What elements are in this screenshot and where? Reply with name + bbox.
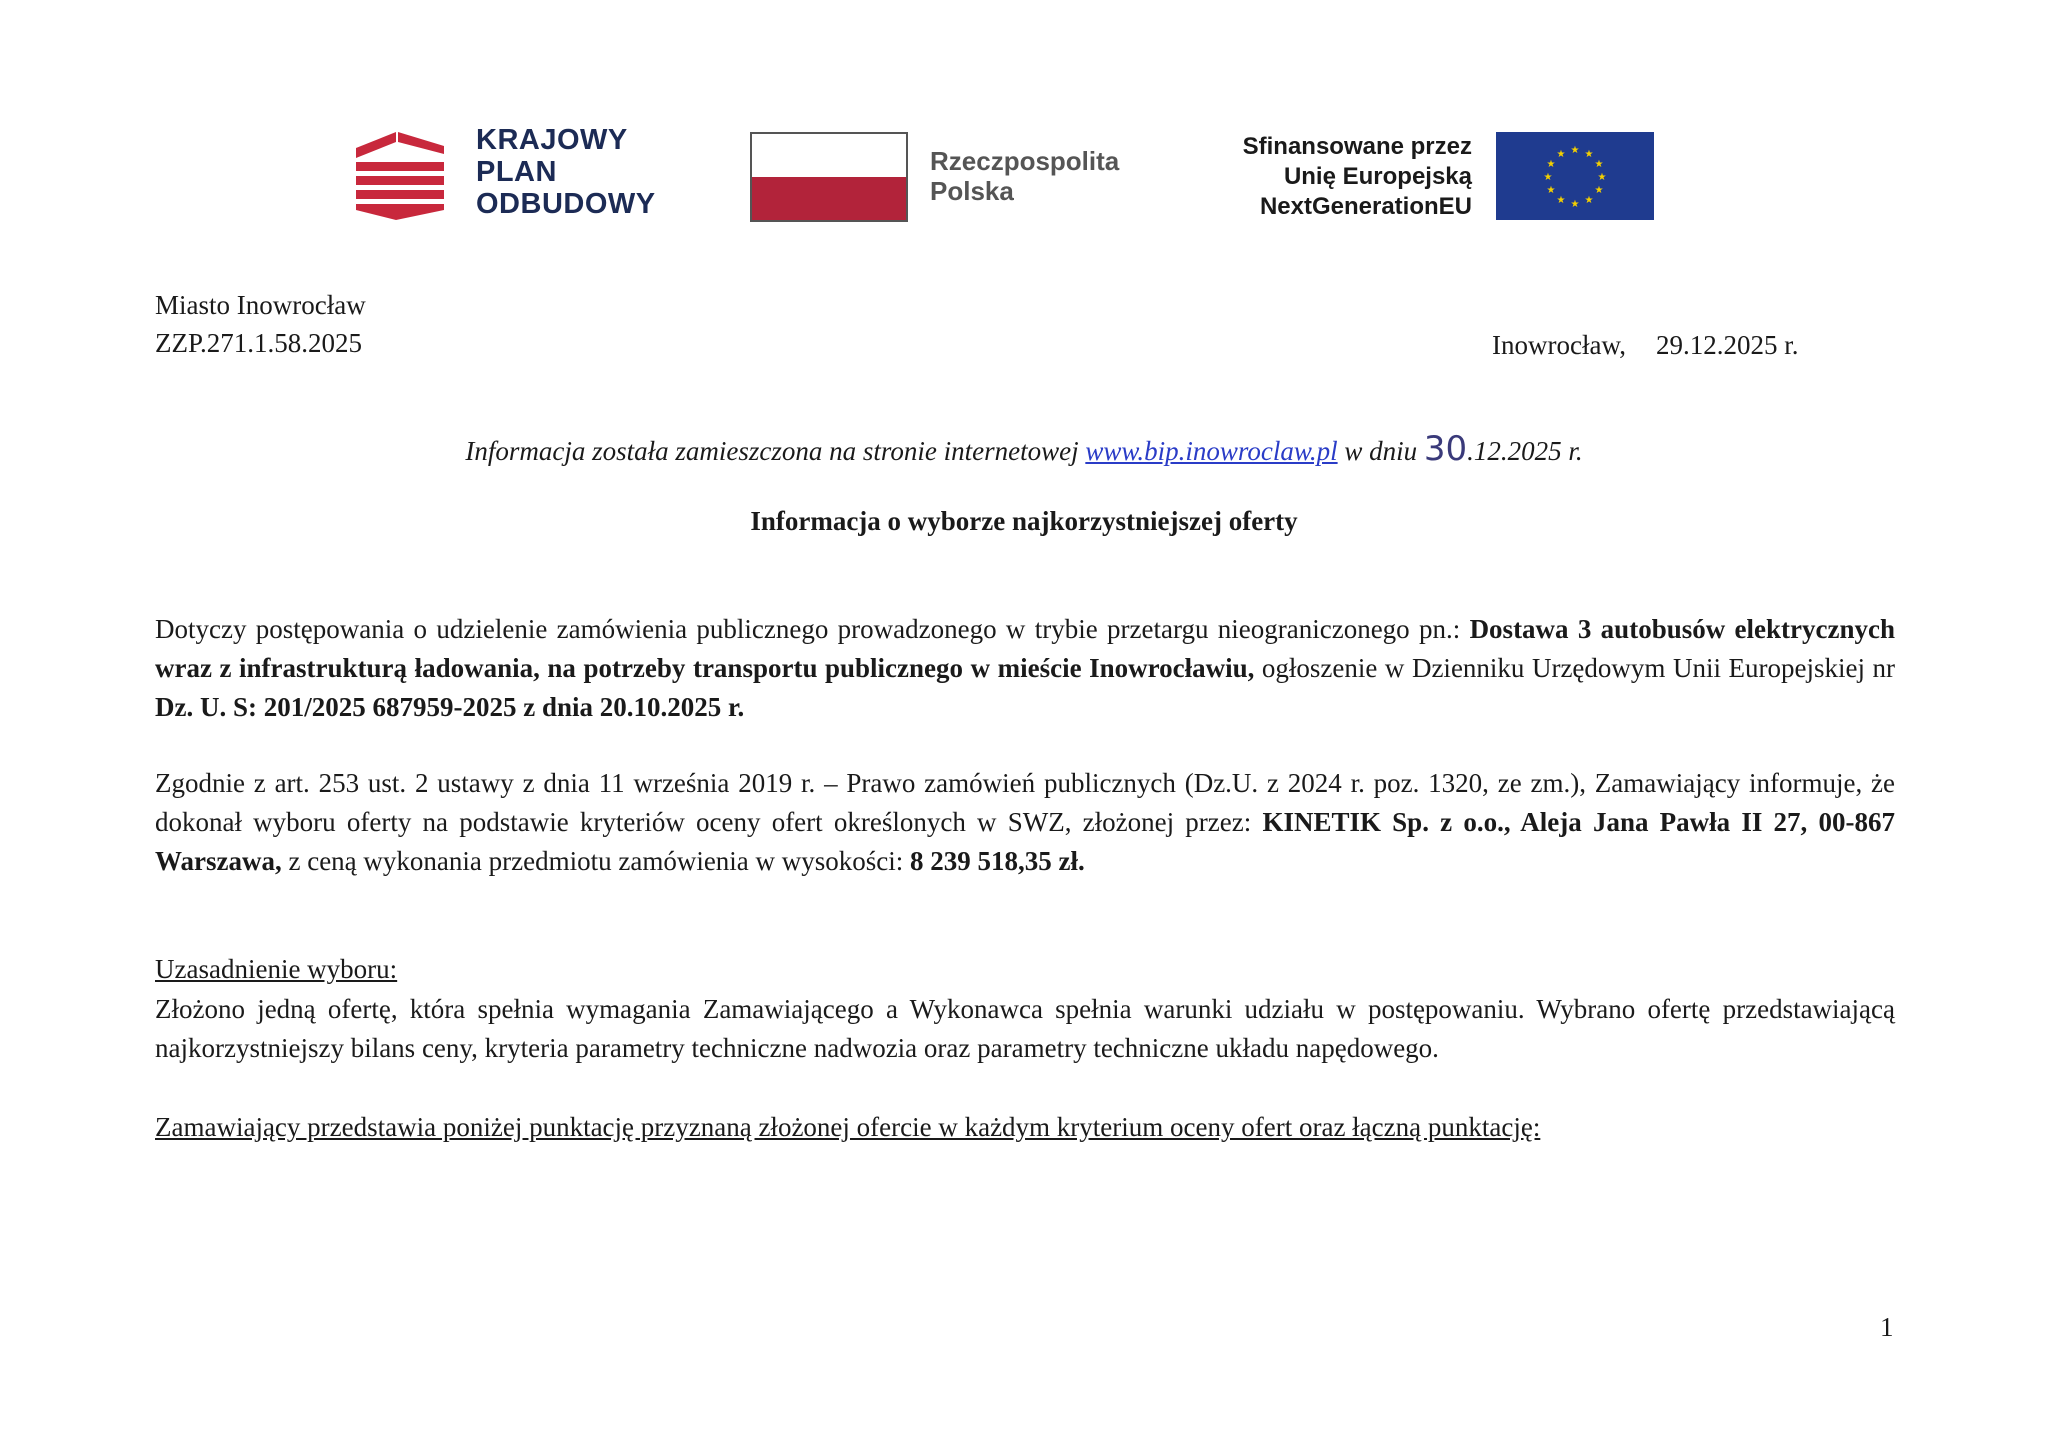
- publication-info: [0, 430, 2048, 471]
- date: 29.12.2025 r.: [1656, 330, 1799, 360]
- publication-mid: w dniu: [1344, 436, 1418, 466]
- p1-text1: Dotyczy postępowania o udzielenie zamówienia publicznego prowadzonego w trybie przetargu nieograniczonego pn.:: [155, 614, 1470, 644]
- justification-text: Złożono jedną ofertę, która spełnia wymagania Zamawiającego a Wykonawca spełnia warunki udziału w postępowaniu. Wybrano ofertę przedstawiającą najkorzystniejszy bilans ceny, kryteria parametry techniczne nadwozia oraz parametry techniczne układu napędowego.: [155, 994, 1895, 1063]
- svg-text:★: ★: [1594, 185, 1604, 196]
- handwritten-day: 30: [1423, 429, 1468, 469]
- svg-text:★: ★: [1570, 199, 1580, 210]
- reference-number: ZZP.271.1.58.2025: [155, 328, 363, 358]
- kpo-line3: ODBUDOWY: [476, 188, 656, 220]
- svg-text:★: ★: [1546, 159, 1556, 170]
- place: Inowrocław,: [1492, 330, 1626, 360]
- rp-line2: Polska: [930, 176, 1014, 206]
- p2-text1: Zgodnie z art. 253 ust. 2 ustawy z dnia 11 września 2019 r. – Prawo zamówień publicznych (Dz.U. z 2024 r. poz. 1320, ze zm.), Zamawiający informuje, że dokonał wyboru oferty na podstawie kryteriów oceny ofert określonych w SWZ, złożonej przez:: [155, 768, 1895, 837]
- eu-line1: Sfinansowane przez: [1242, 133, 1472, 160]
- document-title: Informacja o wyborze najkorzystniejszej oferty: [750, 506, 1298, 536]
- svg-text:★: ★: [1556, 195, 1566, 206]
- svg-text:★: ★: [1584, 195, 1594, 206]
- p2-bold1: KINETIK Sp. z o.o., Aleja Jana Pawła II 27, 00-867 Warszawa,: [155, 807, 1895, 876]
- p2-bold2: 8 239 518,35 zł.: [910, 846, 1085, 876]
- p2-text2: z ceną wykonania przedmiotu zamówienia w wysokości:: [281, 846, 911, 876]
- svg-text:★: ★: [1570, 145, 1580, 156]
- eu-line2: Unię Europejską: [1283, 163, 1472, 190]
- page-number: 1: [1880, 1312, 1894, 1342]
- eu-logo-text: [1180, 132, 1472, 222]
- bip-link[interactable]: www.bip.inowroclaw.pl: [1085, 436, 1338, 466]
- institution: Miasto Inowrocław: [155, 290, 366, 320]
- p1-bold1: Dostawa 3 autobusów elektrycznych wraz z infrastrukturą ładowania, na potrzeby transportu publicznego w mieście Inowrocławiu,: [155, 614, 1895, 683]
- svg-text:★: ★: [1594, 159, 1604, 170]
- kpo-logo-icon: [356, 130, 456, 222]
- scoring-intro: Zamawiający przedstawia poniżej punktację przyznaną złożonej ofercie w każdym kryterium oceny ofert oraz łączną punktację:: [155, 1112, 1541, 1142]
- rp-line1: Rzeczpospolita: [930, 146, 1120, 176]
- justification-heading: Uzasadnienie wyboru:: [155, 954, 398, 984]
- kpo-line1: KRAJOWY: [476, 124, 628, 156]
- kpo-logo-text: [476, 124, 656, 220]
- svg-text:★: ★: [1543, 172, 1553, 183]
- eu-flag-icon: [1496, 132, 1654, 220]
- kpo-line2: PLAN: [476, 156, 557, 188]
- p1-text2: ogłoszenie w Dzienniku Urzędowym Unii Europejskiej nr: [1254, 653, 1895, 683]
- rp-logo-text: [930, 146, 1119, 206]
- svg-text:★: ★: [1556, 149, 1566, 160]
- svg-text:★: ★: [1546, 185, 1556, 196]
- publication-prefix: Informacja została zamieszczona na stronie internetowej: [465, 436, 1079, 466]
- polish-flag-icon: [750, 132, 908, 222]
- eu-line3: NextGenerationEU: [1259, 193, 1472, 220]
- p1-bold2: Dz. U. S: 201/2025 687959-2025 z dnia 20.10.2025 r.: [155, 692, 745, 722]
- publication-suffix: .12.2025 r.: [1467, 436, 1583, 466]
- paragraph-decision: [155, 764, 1895, 881]
- svg-text:★: ★: [1597, 172, 1607, 183]
- paragraph-subject: [155, 610, 1895, 727]
- svg-text:★: ★: [1584, 149, 1594, 160]
